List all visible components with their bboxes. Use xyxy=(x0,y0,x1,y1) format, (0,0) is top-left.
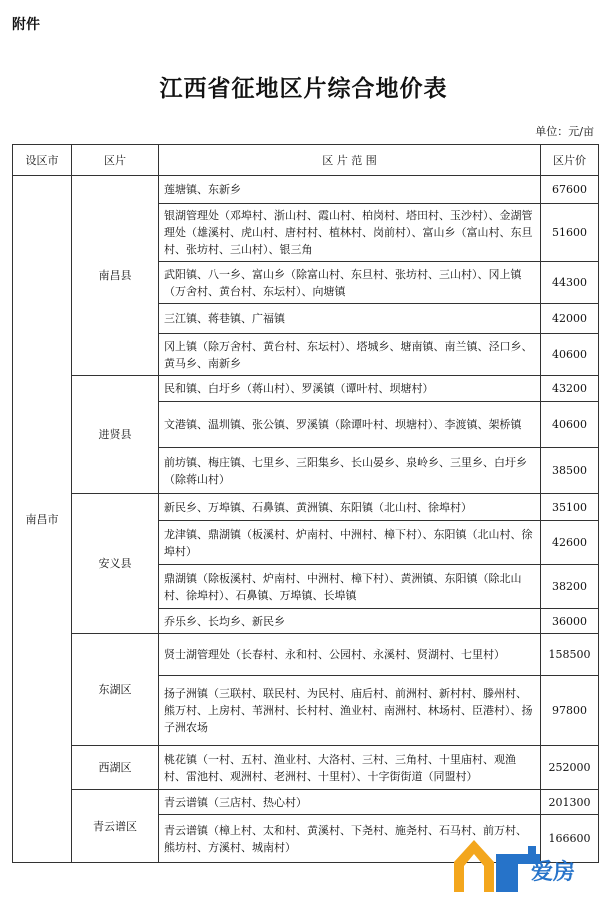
price-cell: 51600 xyxy=(541,204,599,262)
price-cell: 44300 xyxy=(541,262,599,304)
price-cell: 252000 xyxy=(541,746,599,790)
range-cell: 文港镇、温圳镇、张公镇、罗溪镇（除谭叶村、坝塘村）、李渡镇、架桥镇 xyxy=(159,402,541,448)
price-cell: 201300 xyxy=(541,790,599,815)
range-cell: 青云谱镇（樟上村、太和村、黄溪村、下尧村、施尧村、石马村、前万村、熊坊村、方溪村、城南村） xyxy=(159,815,541,863)
house-icon xyxy=(454,840,540,892)
page-title: 江西省征地区片综合地价表 xyxy=(159,75,448,102)
table-header-row xyxy=(13,145,599,176)
header-area: 区片 xyxy=(72,145,159,176)
range-cell: 莲塘镇、东新乡 xyxy=(159,176,541,204)
area-cell: 青云谱区 xyxy=(72,790,159,863)
price-cell: 42000 xyxy=(541,304,599,334)
price-cell: 166600 xyxy=(541,815,599,863)
city-cell: 南昌市 xyxy=(13,176,72,863)
area-cell: 进贤县 xyxy=(72,376,159,494)
area-cell: 东湖区 xyxy=(72,634,159,746)
range-cell: 扬子洲镇（三联村、联民村、为民村、庙后村、前洲村、新村村、滕州村、熊万村、上房村、苇洲村、长村村、渔业村、南洲村、林场村、臣港村）、扬子洲农场 xyxy=(159,676,541,746)
watermark-logo xyxy=(452,834,602,894)
range-cell: 三江镇、蒋巷镇、广福镇 xyxy=(159,304,541,334)
table-row xyxy=(13,494,599,521)
price-cell: 38500 xyxy=(541,448,599,494)
price-cell: 158500 xyxy=(541,634,599,676)
price-cell: 43200 xyxy=(541,376,599,402)
range-cell: 民和镇、白圩乡（蒋山村）、罗溪镇（谭叶村、坝塘村） xyxy=(159,376,541,402)
header-range: 区 片 范 围 xyxy=(159,145,541,176)
price-cell: 35100 xyxy=(541,494,599,521)
range-cell: 银湖管理处（邓埠村、浙山村、霞山村、柏岗村、塔田村、玉沙村）、金湖管理处（雄溪村、虎山村、唐村村、植林村、岗前村）、富山乡（富山村、东旦村、张坊村、三山村）、银三角 xyxy=(159,204,541,262)
price-cell: 40600 xyxy=(541,402,599,448)
area-cell: 南昌县 xyxy=(72,176,159,376)
range-cell: 龙津镇、鼎湖镇（板溪村、炉南村、中洲村、樟下村）、东阳镇（北山村、徐埠村） xyxy=(159,521,541,565)
range-cell: 贤士湖管理处（长春村、永和村、公园村、永溪村、贤湖村、七里村） xyxy=(159,634,541,676)
price-cell: 40600 xyxy=(541,334,599,376)
table-row xyxy=(13,790,599,815)
price-cell: 97800 xyxy=(541,676,599,746)
header-city: 设区市 xyxy=(13,145,72,176)
range-cell: 鼎湖镇（除板溪村、炉南村、中洲村、樟下村）、黄洲镇、东阳镇（除北山村、徐埠村）、石鼻镇、万埠镇、长埠镇 xyxy=(159,565,541,609)
range-cell: 武阳镇、八一乡、富山乡（除富山村、东旦村、张坊村、三山村）、冈上镇（万舍村、黄台村、东坛村）、向塘镇 xyxy=(159,262,541,304)
unit-label: 单位：元/亩 xyxy=(535,125,594,138)
area-cell: 安义县 xyxy=(72,494,159,634)
range-cell: 冈上镇（除万舍村、黄台村、东坛村）、塔城乡、塘南镇、南兰镇、泾口乡、黄马乡、南新乡 xyxy=(159,334,541,376)
range-cell: 桃花镇（一村、五村、渔业村、大洛村、三村、三角村、十里庙村、观渔村、雷池村、观洲村、老洲村、十里村）、十字街街道（同盟村） xyxy=(159,746,541,790)
table-row xyxy=(13,634,599,676)
range-cell: 乔乐乡、长均乡、新民乡 xyxy=(159,609,541,634)
table-row xyxy=(13,376,599,402)
header-price: 区片价 xyxy=(541,145,599,176)
range-cell: 青云谱镇（三店村、热心村） xyxy=(159,790,541,815)
range-cell: 前坊镇、梅庄镇、七里乡、三阳集乡、长山晏乡、泉岭乡、三里乡、白圩乡（除蒋山村） xyxy=(159,448,541,494)
range-cell: 新民乡、万埠镇、石鼻镇、黄洲镇、东阳镇（北山村、徐埠村） xyxy=(159,494,541,521)
table-body xyxy=(13,176,599,863)
watermark-text: 爱房 xyxy=(531,860,576,885)
table-row xyxy=(13,746,599,790)
price-cell: 42600 xyxy=(541,521,599,565)
attachment-label: 附件 xyxy=(12,17,40,33)
price-cell: 67600 xyxy=(541,176,599,204)
area-cell: 西湖区 xyxy=(72,746,159,790)
price-cell: 38200 xyxy=(541,565,599,609)
table-row xyxy=(13,176,599,204)
land-price-table xyxy=(12,144,599,863)
price-cell: 36000 xyxy=(541,609,599,634)
